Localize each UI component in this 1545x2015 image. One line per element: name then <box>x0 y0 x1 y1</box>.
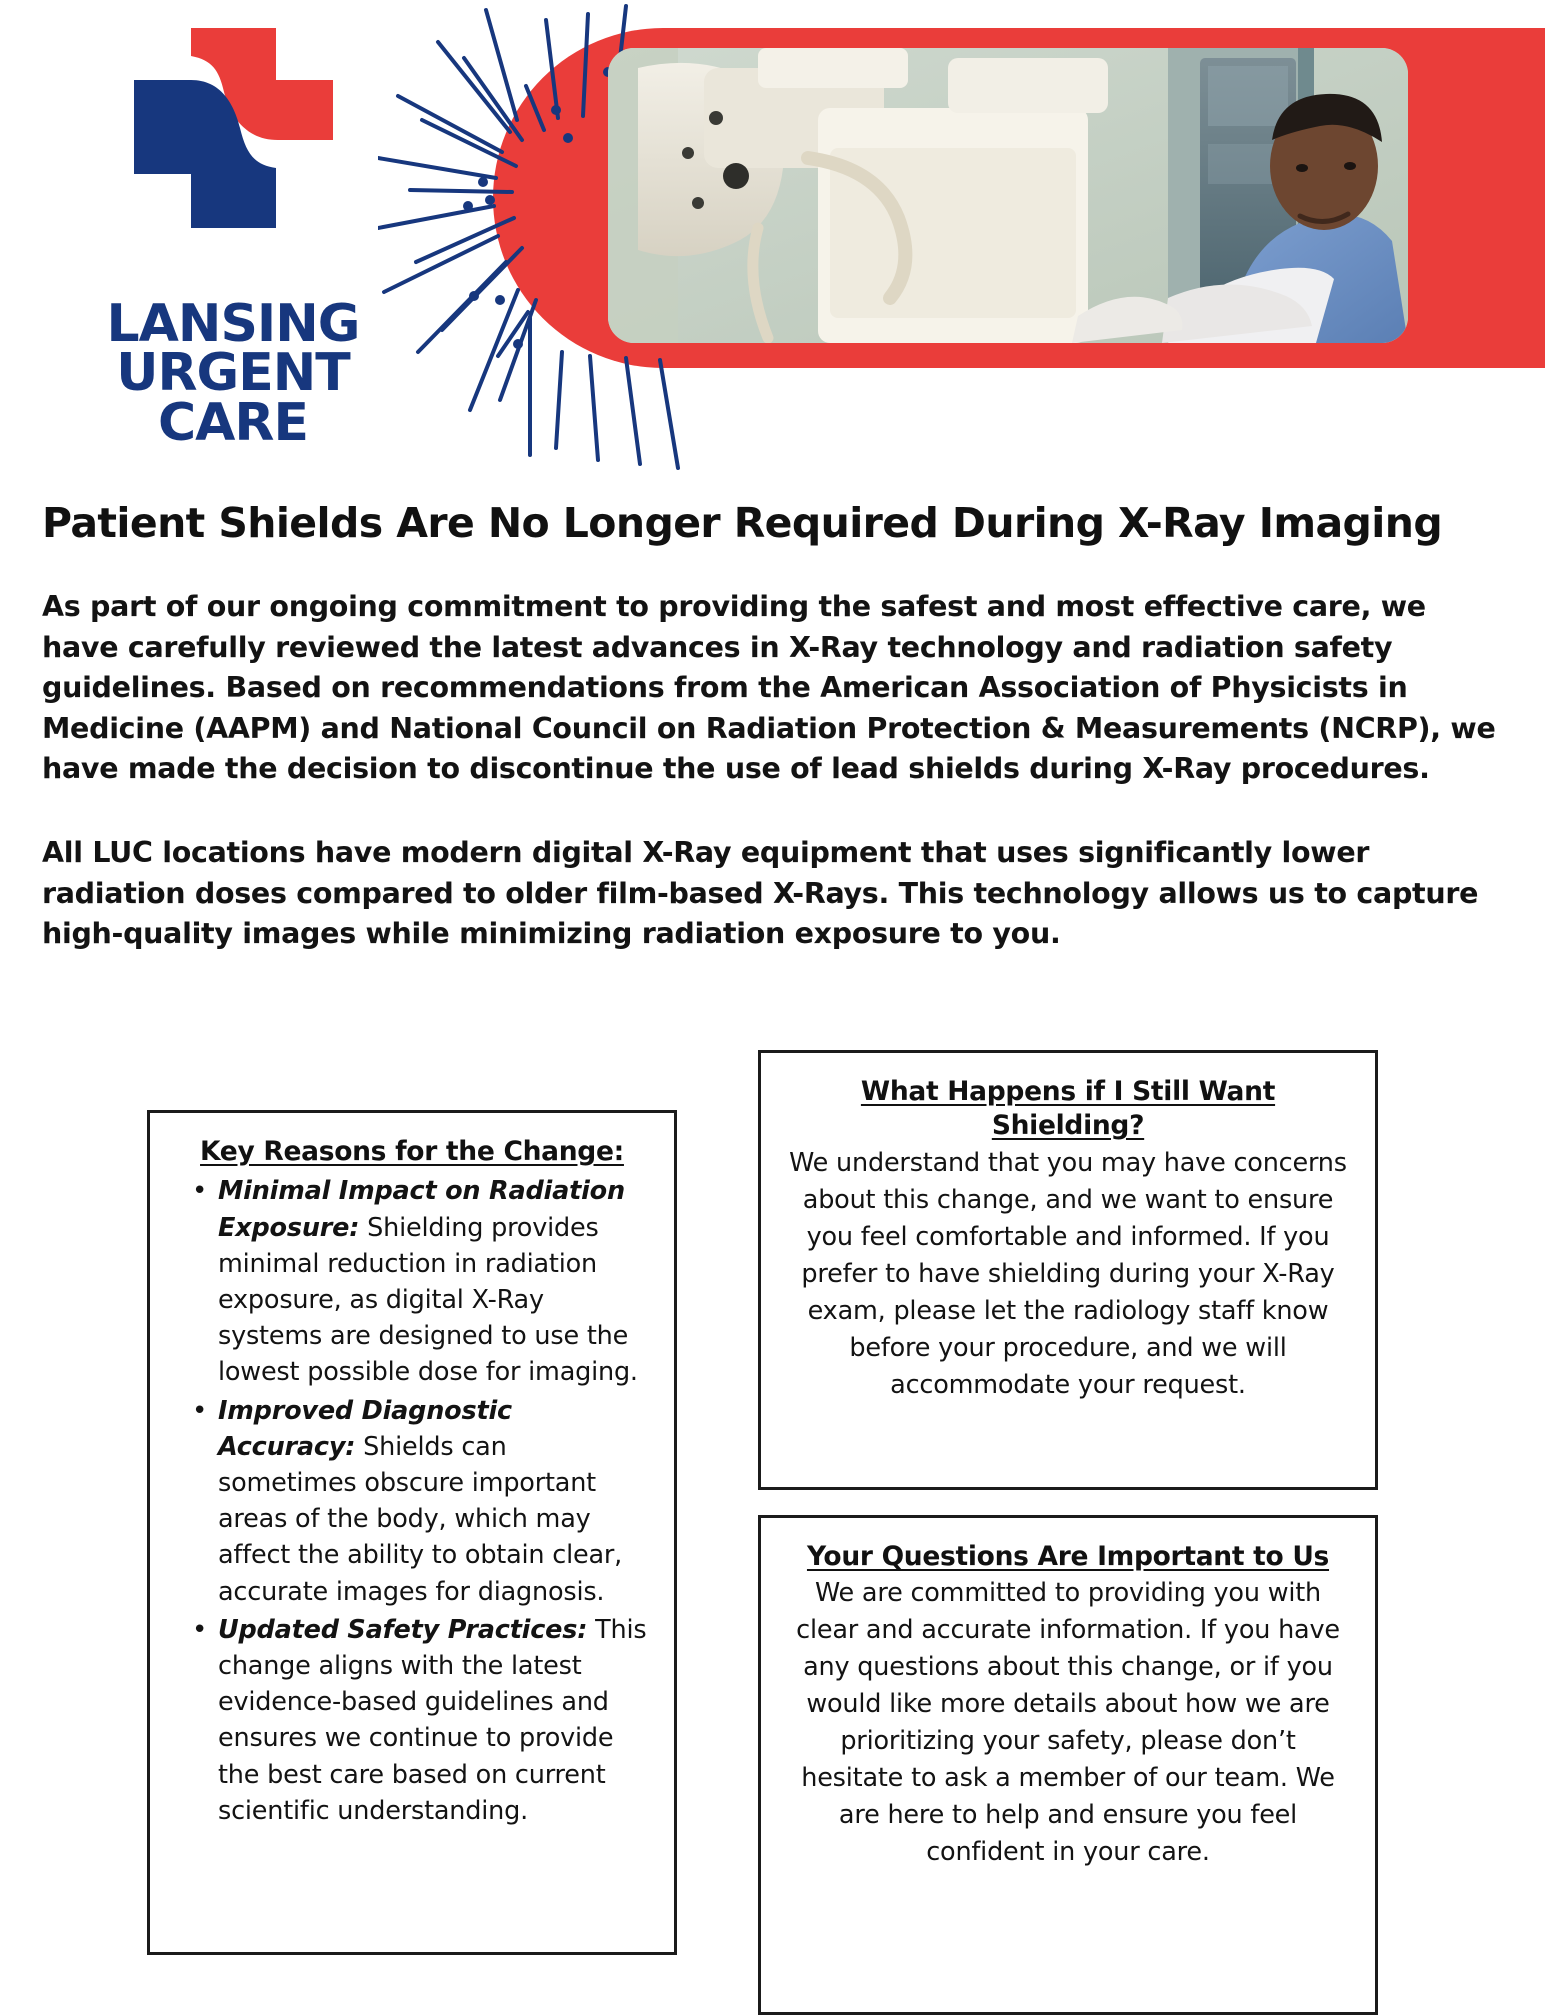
brand-line-3: CARE <box>158 392 308 453</box>
key-reasons-box <box>147 1110 677 1955</box>
questions-box <box>758 1515 1378 2015</box>
key-reasons-heading: Key Reasons for the Change: <box>200 1136 624 1167</box>
bullet-lead: Minimal Impact on Radiation Exposure: <box>218 1176 625 1243</box>
shielding-body: We understand that you may have concerns about this change, and we want to ensure you feel comfortable and informed. If you prefer to have shielding during your X-Ray exam, please let the radiology staff know before your procedure, and we will accommodate your request. <box>789 1147 1347 1400</box>
page-header <box>0 0 1545 470</box>
bullet-text: Shielding provides minimal reduction in radiation exposure, as digital X-Ray systems are designed to use the lowest possible dose for imaging. <box>218 1212 638 1388</box>
info-box-group <box>0 1030 1545 2000</box>
questions-body: We are committed to providing you with clear and accurate information. If you have any questions about this change, or if you would like more details about how we are prioritizing your safety, please don’t hesitate to ask a member of our team. We are here to help and ensure you feel confident in your care. <box>796 1578 1340 1868</box>
equipment-paragraph: All LUC locations have modern digital X-Ray equipment that uses significantly lower radiation doses compared to older film-based X-Rays. This technology allows us to capture high-quality images while minimizing radiation exposure to you. <box>42 836 1479 951</box>
header-photo <box>608 48 1408 343</box>
brand-wordmark <box>88 294 378 453</box>
brand-line-2: URGENT <box>116 343 350 404</box>
questions-heading: Your Questions Are Important to Us <box>806 1541 1330 1572</box>
list-item <box>218 1612 648 1829</box>
header-graphic <box>378 0 1545 470</box>
page-title: Patient Shields Are No Longer Required During X-Ray Imaging <box>42 499 1443 547</box>
bullet-text: This change aligns with the latest evidence-based guidelines and ensures we continue to provide the best care based on current scientific understanding. <box>218 1614 647 1826</box>
key-reasons-list <box>176 1173 648 1829</box>
list-item <box>218 1173 648 1390</box>
intro-paragraph: As part of our ongoing commitment to providing the safest and most effective care, we have carefully reviewed the latest advances in X-Ray technology and radiation safety guidelines. Based on recommendations from the American Association of Physicists in Medicine (AAPM) and National Council on Radiation Protection & Measurements (NCRP), we have made the decision to discontinue the use of lead shields during X-Ray procedures. <box>42 590 1496 786</box>
brand-line-1: LANSING <box>106 294 360 354</box>
brand-logo <box>88 22 378 452</box>
cross-logo-icon <box>126 22 341 267</box>
document-body <box>0 470 1545 955</box>
bullet-lead: Updated Safety Practices: <box>218 1614 588 1645</box>
shielding-request-box <box>758 1050 1378 1490</box>
bullet-text: Shields can sometimes obscure important areas of the body, which may affect the ability to obtain clear, accurate images for diagnosis. <box>218 1431 623 1607</box>
list-item <box>218 1393 648 1610</box>
bullet-lead: Improved Diagnostic Accuracy: <box>218 1395 512 1462</box>
shielding-heading: What Happens if I Still Want Shielding? <box>860 1076 1276 1142</box>
